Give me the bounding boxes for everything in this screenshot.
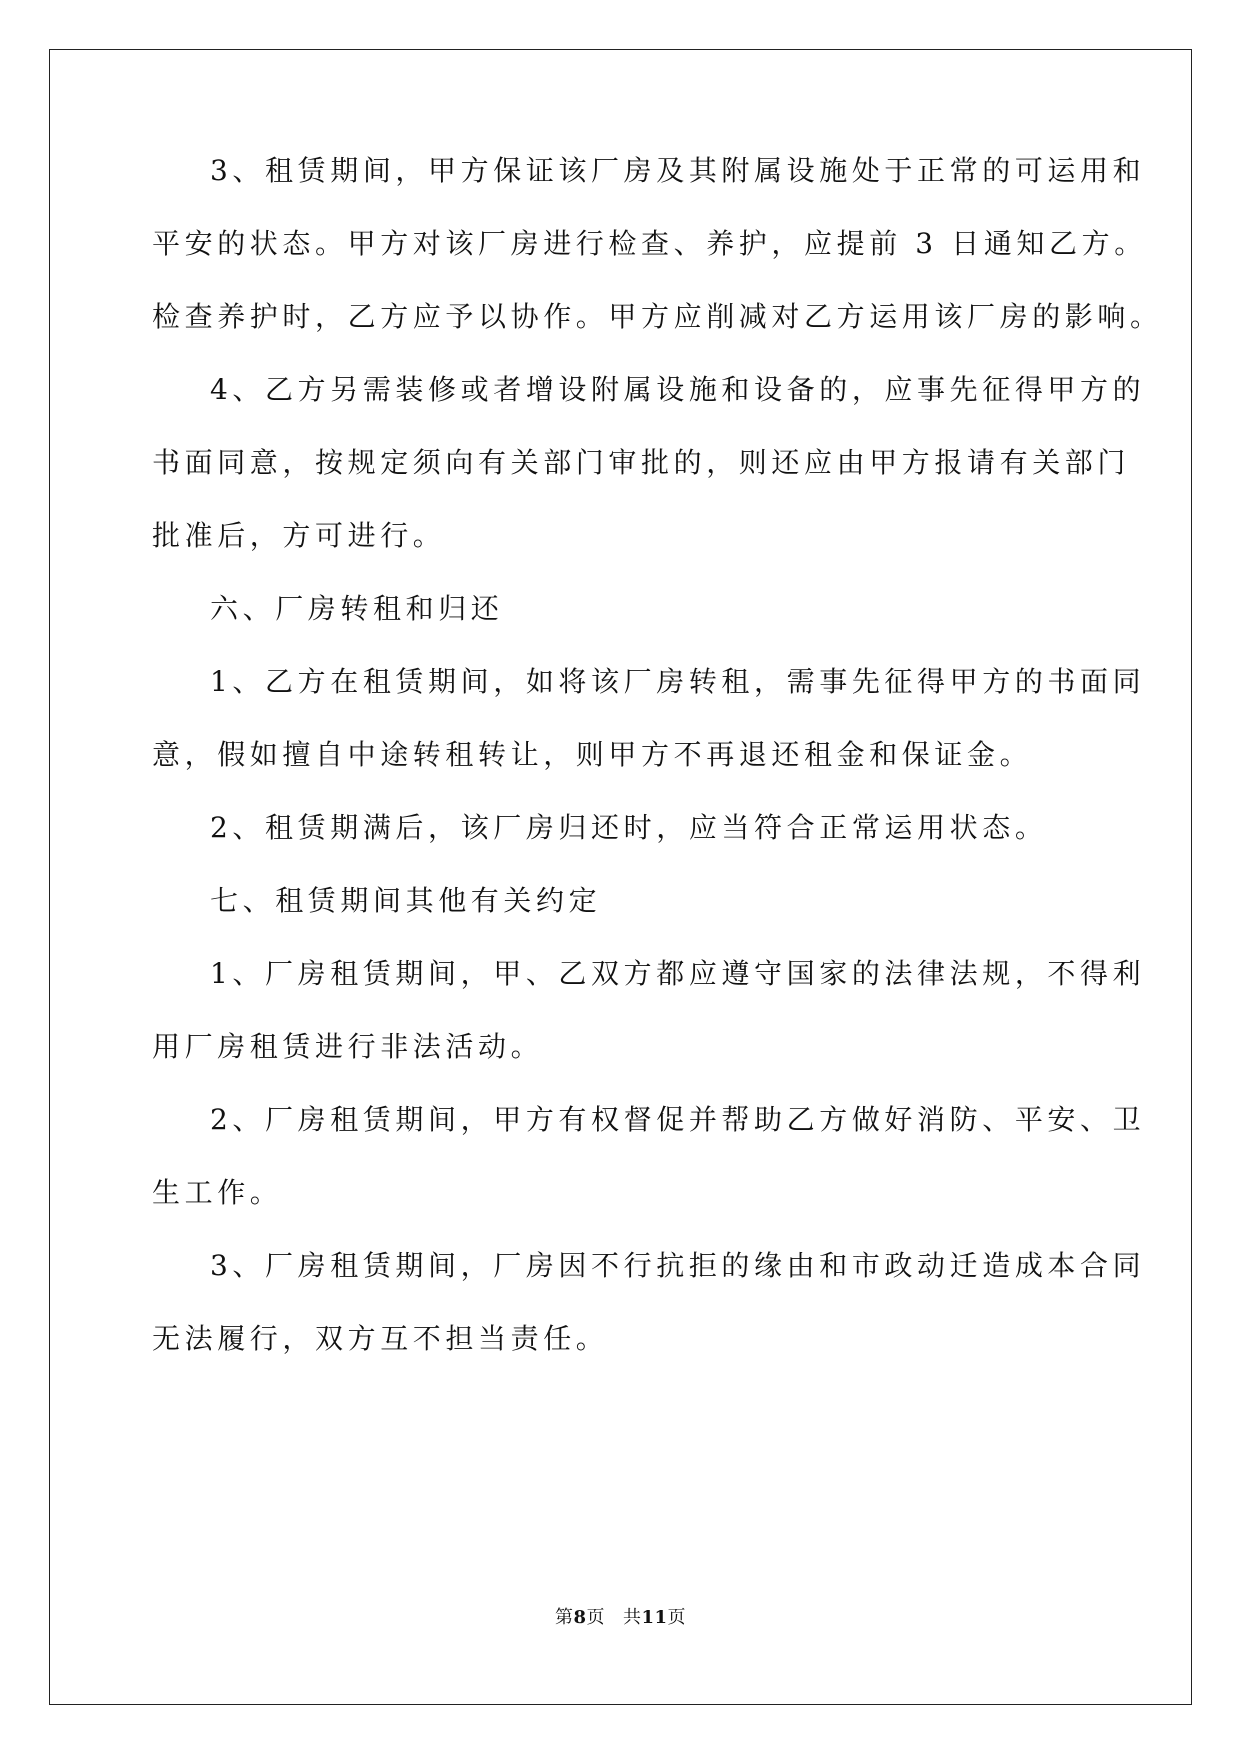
footer-total-pages: 11 [641, 1607, 668, 1628]
paragraph-line: 批准后，方可进行。 [152, 519, 446, 552]
section-heading: 六、厂房转租和归还 [210, 592, 504, 625]
paragraph-line: 书面同意，按规定须向有关部门审批的，则还应由甲方报请有关部门 [152, 446, 1131, 479]
section-heading: 七、租赁期间其他有关约定 [210, 884, 602, 917]
footer-page-number: 8 [573, 1607, 587, 1628]
footer-total-prefix: 共 [622, 1607, 642, 1628]
paragraph-line: 1、厂房租赁期间，甲、乙双方都应遵守国家的法律法规，不得利 [210, 957, 1146, 990]
paragraph-line: 2、租赁期满后，该厂房归还时，应当符合正常运用状态。 [210, 811, 1048, 844]
footer-total-suffix: 页 [667, 1607, 687, 1628]
page-border [49, 49, 1192, 1705]
paragraph-line: 2、厂房租赁期间，甲方有权督促并帮助乙方做好消防、平安、卫 [210, 1103, 1146, 1136]
paragraph-line: 意，假如擅自中途转租转让，则甲方不再退还租金和保证金。 [152, 738, 1033, 771]
footer-page-suffix: 页 [586, 1607, 605, 1628]
paragraph-line: 生工作。 [152, 1176, 283, 1209]
footer-page-prefix: 第 [554, 1607, 574, 1628]
paragraph-line: 3、租赁期间，甲方保证该厂房及其附属设施处于正常的可运用和 [210, 154, 1146, 187]
page-footer [0, 1606, 1241, 1630]
paragraph-line: 检查养护时，乙方应予以协作。甲方应削减对乙方运用该厂房的影响。 [152, 300, 1163, 333]
paragraph-line: 用厂房租赁进行非法活动。 [152, 1030, 544, 1063]
paragraph-line: 4、乙方另需装修或者增设附属设施和设备的，应事先征得甲方的 [210, 373, 1146, 406]
paragraph-line: 1、乙方在租赁期间，如将该厂房转租，需事先征得甲方的书面同 [210, 665, 1146, 698]
paragraph-line: 平安的状态。甲方对该厂房进行检查、养护，应提前 3 日通知乙方。 [152, 227, 1147, 260]
paragraph-line: 无法履行，双方互不担当责任。 [152, 1322, 609, 1355]
paragraph-line: 3、厂房租赁期间，厂房因不行抗拒的缘由和市政动迁造成本合同 [210, 1249, 1146, 1282]
